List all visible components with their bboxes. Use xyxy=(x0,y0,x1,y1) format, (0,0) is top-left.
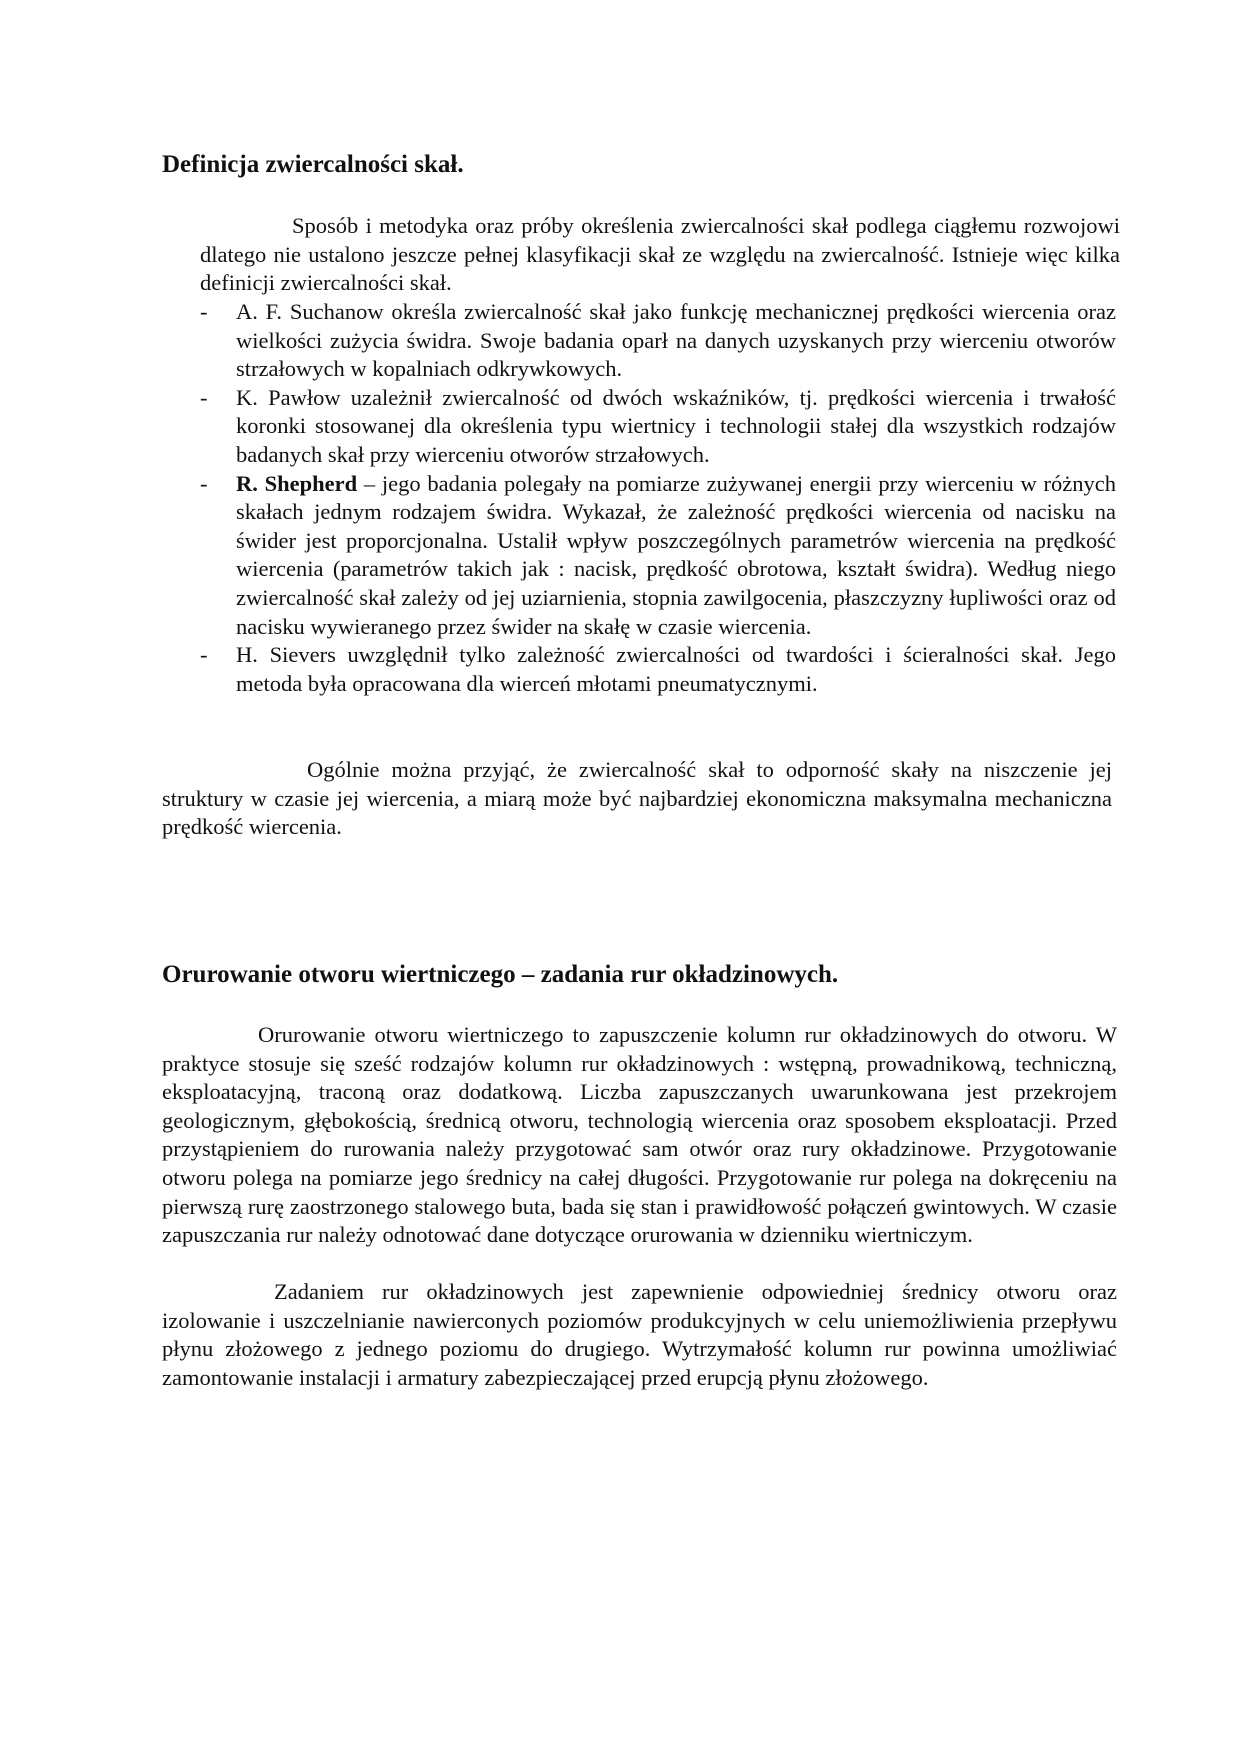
section-title-drillability: Definicja zwiercalności skał. xyxy=(162,151,464,178)
definition-text: – jego badania polegały na pomiarze zużywanej energii przy wierceniu w różnych skałach jednym rodzajem świdra. Wykazał, że zależność prędkości wiercenia od nacisku na świder jest proporcjonalna. Ustalił wpływ poszczególnych parametrów wiercenia na prędkość wiercenia (parametrów takich jak : nacisk, prędkość obrotowa, kształt świdra). Według niego zwiercalność skał zależy od jej uziarnienia, stopnia zawilgocenia, płaszczyzny łupliwości oraz od nacisku wywieranego przez świder na skałę w czasie wiercenia. xyxy=(236,470,1116,639)
list-item xyxy=(196,384,1116,470)
bullet-marker: - xyxy=(200,299,208,324)
intro-text: Sposób i metodyka oraz próby określenia zwiercalności skał podlega ciągłemu rozwojowi dlatego nie ustalono jeszcze pełnej klasyfikacji skał ze względu na zwiercalność. Istnieje więc kilka definicji zwiercalności skał. xyxy=(200,213,1120,296)
bullet-marker: - xyxy=(200,642,208,668)
casing-text-2: Zadaniem rur okładzinowych jest zapewnienie odpowiedniej średnicy otworu oraz izolowanie i uszczelnianie nawierconych poziomów produkcyjnych w celu uniemożliwienia przepływu płynu złożowego z jednego poziomu do drugiego. Wytrzymałość kolumn rur powinna umożliwiać zamontowanie instalacji i armatury zabezpieczającej przed erupcją płynu złożowego. xyxy=(162,1279,1117,1390)
conclusion-text: Ogólnie można przyjąć, że zwiercalność skał to odporność skały na niszczenie jej struktury w czasie jej wiercenia, a miarą może być najbardziej ekonomiczna maksymalna mechaniczna prędkość wiercenia. xyxy=(162,757,1112,840)
bullet-marker: - xyxy=(200,470,208,496)
definitions-list xyxy=(196,298,1116,698)
definition-text: H. Sievers uwzględnił tylko zależność zwiercalności od twardości i ścieralności skał. Jego metoda była opracowana dla wierceń młotami pneumatycznymi. xyxy=(236,642,1116,696)
definition-text: K. Pawłow uzależnił zwiercalność od dwóch wskaźników, tj. prędkości wiercenia i trwałość koronki stosowanej dla określenia typu wiertnicy i technologii stałej dla wszystkich rodzajów badanych skał przy wierceniu otworów strzałowych. xyxy=(236,384,1116,467)
list-item xyxy=(196,641,1116,698)
bullet-marker: - xyxy=(200,384,208,410)
casing-text-1: Orurowanie otworu wiertniczego to zapuszczenie kolumn rur okładzinowych do otworu. W praktyce stosuje się sześć rodzajów kolumn rur okładzinowych : wstępną, prowadnikową, techniczną, eksploatacyjną, traconą oraz dodatkową. Liczba zapuszczanych uwarunkowana jest przekrojem geologicznym, głębokością, średnicą otworu, technologią wiercenia oraz sposobem eksploatacji. Przed przystąpieniem do rurowania należy przygotować sam otwór oraz rury okładzinowe. Przygotowanie otworu polega na pomiarze jego średnicy na całej długości. Przygotowanie rur polega na dokręceniu na pierwszą rurę zaostrzonego stalowego buta, bada się stan i prawidłowość połączeń gwintowych. W czasie zapuszczania rur należy odnotować dane dotyczące orurowania w dzienniku wiertniczym. xyxy=(162,1022,1117,1248)
list-item xyxy=(196,470,1116,642)
section-title-casing: Orurowanie otworu wiertniczego – zadania rur okładzinowych. xyxy=(162,961,839,988)
conclusion-paragraph xyxy=(162,756,1112,842)
intro-paragraph xyxy=(200,212,1120,298)
casing-paragraph-2 xyxy=(162,1278,1117,1392)
definition-text: A. F. Suchanow określa zwiercalność skał jako funkcję mechanicznej prędkości wiercenia oraz wielkości zużycia świdra. Swoje badania oparł na danych uzyskanych przy wierceniu otworów strzałowych w kopalniach odkrywkowych. xyxy=(236,299,1116,382)
list-item xyxy=(196,298,1116,384)
author-name: R. Shepherd xyxy=(236,470,358,496)
casing-paragraph-1 xyxy=(162,1021,1117,1250)
